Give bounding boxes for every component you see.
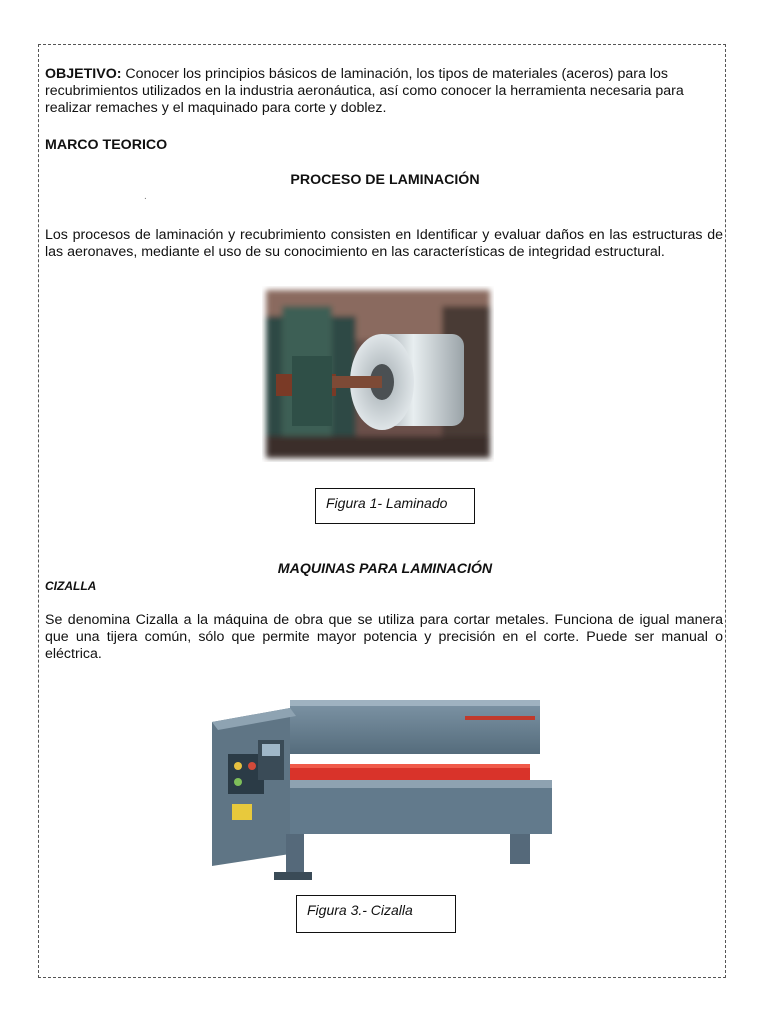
figure1-caption: Figura 1- Laminado	[315, 488, 475, 524]
section-heading: MARCO TEORICO	[45, 137, 168, 153]
stray-mark: .	[144, 191, 147, 202]
cizalla-paragraph: Se denomina Cizalla a la máquina de obra que se utiliza para cortar metales. Funciona de igual manera que una tijera común, sólo que permite mayor potencia y precisión en el corte. Puede ser manual o eléctrica.	[45, 612, 723, 662]
figure3-caption: Figura 3.- Cizalla	[296, 895, 456, 933]
objective-paragraph	[45, 66, 725, 117]
cizalla-heading: CIZALLA	[45, 579, 97, 593]
process-heading: PROCESO DE LAMINACIÓN	[290, 172, 480, 188]
objective-text: Conocer los principios básicos de laminación, los tipos de materiales (aceros) para los recubrimientos utilizados en la industria aeronáutica, así como conocer la herramienta necesaria para realizar remaches y el maquinado para corte y doblez.	[45, 66, 684, 116]
process-paragraph: Los procesos de laminación y recubrimiento consisten en Identificar y evaluar daños en las estructuras de las aeronaves, mediante el uso de su conocimiento en las características de integridad estructural.	[45, 227, 723, 260]
objective-label: OBJETIVO:	[45, 66, 122, 82]
machines-heading: MAQUINAS PARA LAMINACIÓN	[277, 561, 493, 577]
lamination-photo	[262, 286, 494, 462]
cizalla-machine-photo	[200, 694, 560, 884]
